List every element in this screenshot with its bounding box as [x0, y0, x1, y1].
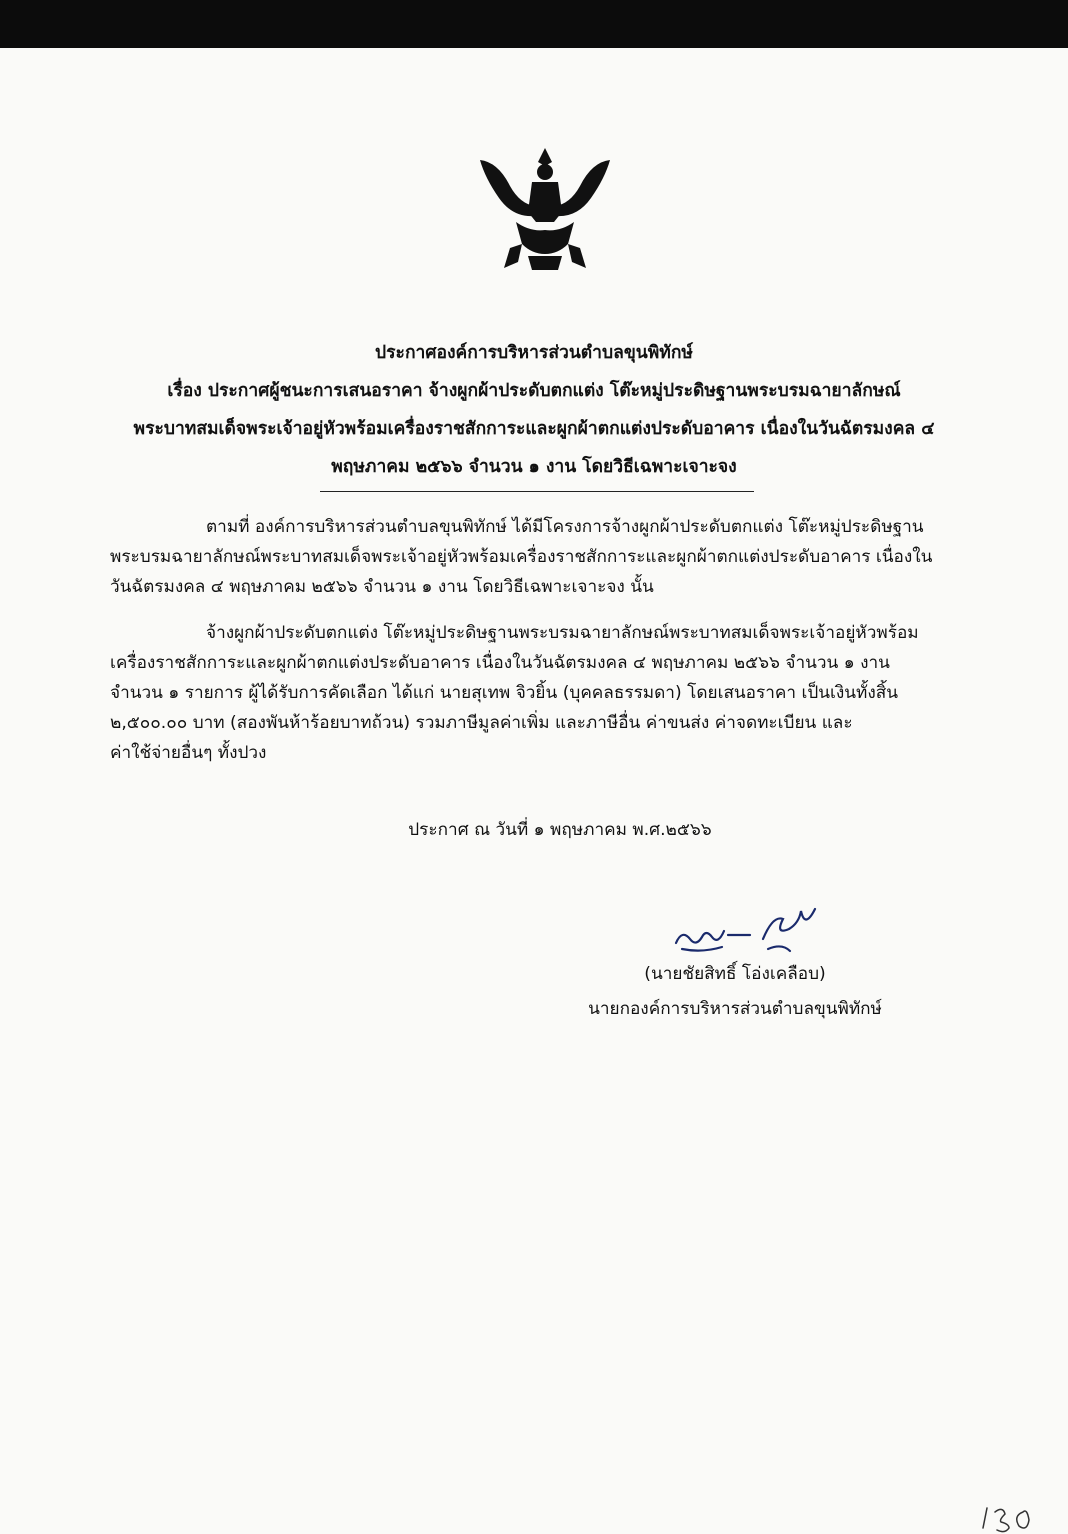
subject-line-2: พระบาทสมเด็จพระเจ้าอยู่หัวพร้อมเครื่องราชสักการะและผูกผ้าตกแต่งประดับอาคาร เนื่องในวันฉัตรมงคล ๔ [133, 419, 935, 439]
paragraph-1-line: ตามที่ องค์การบริหารส่วนตำบลขุนพิทักษ์ ได้มีโครงการจ้างผูกผ้าประดับตกแต่ง โต๊ะหมู่ประดิษฐาน [206, 517, 924, 537]
handwritten-page-number [975, 1498, 1045, 1534]
garuda-emblem-icon [470, 130, 620, 280]
subject-line-1: เรื่อง ประกาศผู้ชนะการเสนอราคา จ้างผูกผ้าประดับตกแต่ง โต๊ะหมู่ประดิษฐานพระบรมฉายาลักษณ์ [167, 381, 901, 401]
paragraph-2-line: ๒,๕๐๐.๐๐ บาท (สองพันห้าร้อยบาทถ้วน) รวมภาษีมูลค่าเพิ่ม และภาษีอื่น ค่าขนส่ง ค่าจดทะเบียน และ [110, 713, 853, 733]
announcement-date: ประกาศ ณ วันที่ ๑ พฤษภาคม พ.ศ.๒๕๖๖ [408, 820, 712, 840]
paragraph-1 [110, 512, 970, 602]
scan-top-border [0, 0, 1068, 48]
paragraph-1-line: วันฉัตรมงคล ๔ พฤษภาคม ๒๕๖๖ จำนวน ๑ งาน โดยวิธีเฉพาะเจาะจง นั้น [110, 577, 654, 597]
paragraph-2-line: เครื่องราชสักการะและผูกผ้าตกแต่งประดับอาคาร เนื่องในวันฉัตรมงคล ๔ พฤษภาคม ๒๕๖๖ จำนวน ๑ งาน [110, 653, 890, 673]
paragraph-2-line: จำนวน ๑ รายการ ผู้ได้รับการคัดเลือก ได้แก่ นายสุเทพ จิวยิ้น (บุคคลธรรมดา) โดยเสนอราคา เป็นเงินทั้งสิ้น [110, 683, 899, 703]
announcement-title: ประกาศองค์การบริหารส่วนตำบลขุนพิทักษ์ [375, 343, 693, 363]
paragraph-1-line: พระบรมฉายาลักษณ์พระบาทสมเด็จพระเจ้าอยู่หัวพร้อมเครื่องราชสักการะและผูกผ้าตกแต่งประดับอาคาร เนื่องใน [110, 547, 933, 567]
heading-divider [320, 491, 754, 492]
signer-position: นายกองค์การบริหารส่วนตำบลขุนพิทักษ์ [588, 999, 882, 1019]
subject-line-3: พฤษภาคม ๒๕๖๖ จำนวน ๑ งาน โดยวิธีเฉพาะเจาะจง [331, 457, 737, 477]
paragraph-2 [110, 618, 970, 768]
paragraph-2-line: จ้างผูกผ้าประดับตกแต่ง โต๊ะหมู่ประดิษฐานพระบรมฉายาลักษณ์พระบาทสมเด็จพระเจ้าอยู่หัวพร้อม [206, 623, 919, 643]
signer-name: (นายชัยสิทธิ์ โอ่งเคลือบ) [644, 964, 826, 984]
handwritten-signature [668, 905, 818, 960]
paragraph-2-line: ค่าใช้จ่ายอื่นๆ ทั้งปวง [110, 743, 267, 763]
